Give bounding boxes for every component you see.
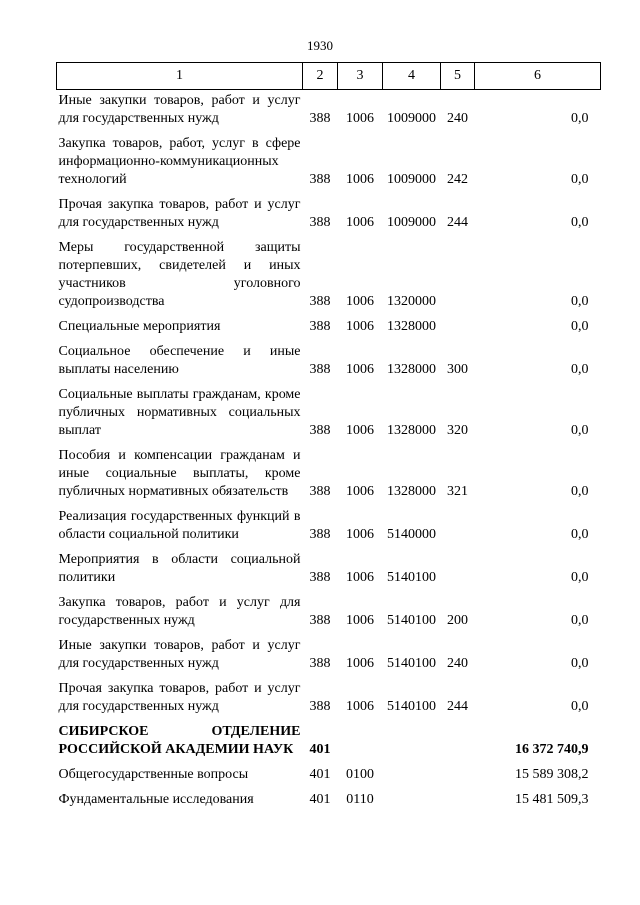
row-col-2: 388 bbox=[309, 570, 331, 585]
row-col-3: 1006 bbox=[346, 172, 374, 187]
table-row bbox=[57, 382, 601, 443]
row-col-3: 1006 bbox=[346, 570, 374, 585]
row-col-2: 388 bbox=[309, 172, 331, 187]
row-col-2: 401 bbox=[309, 767, 331, 782]
table-row bbox=[57, 339, 601, 382]
row-name: Закупка товаров, работ, услуг в сфере информационно-коммуникационных технологий bbox=[58, 136, 301, 187]
row-amount: 0,0 bbox=[571, 423, 589, 438]
row-name: Пособия и компенсации гражданам и иные социальные выплаты, кроме публичных нормативных обязательств bbox=[58, 448, 301, 499]
table-row bbox=[57, 235, 601, 314]
table-row bbox=[57, 676, 601, 719]
row-name: СИБИРСКОЕ ОТДЕЛЕНИЕ РОССИЙСКОЙ АКАДЕМИИ НАУК bbox=[58, 724, 301, 757]
row-col-2: 388 bbox=[309, 423, 331, 438]
row-name: Мероприятия в области социальной политики bbox=[58, 552, 301, 585]
table-row bbox=[57, 633, 601, 676]
row-amount: 0,0 bbox=[571, 656, 589, 671]
header-col-2: 2 bbox=[303, 63, 338, 90]
header-col-1: 1 bbox=[57, 63, 303, 90]
row-col-4: 5140100 bbox=[387, 570, 436, 585]
table-body bbox=[57, 90, 601, 813]
row-name: Реализация государственных функций в области социальной политики bbox=[58, 509, 301, 542]
row-col-2: 388 bbox=[309, 319, 331, 334]
row-name: Меры государственной защиты потерпевших, свидетелей и иных участников уголовного судопроизводства bbox=[58, 240, 301, 309]
row-amount: 15 589 308,2 bbox=[515, 767, 589, 782]
row-col-3: 1006 bbox=[346, 111, 374, 126]
row-name: Иные закупки товаров, работ и услуг для государственных нужд bbox=[58, 93, 301, 126]
row-col-3: 1006 bbox=[346, 215, 374, 230]
row-amount: 15 481 509,3 bbox=[515, 792, 589, 807]
budget-table bbox=[56, 62, 601, 812]
row-col-4 bbox=[383, 762, 441, 787]
row-col-5 bbox=[441, 787, 475, 812]
row-col-5 bbox=[441, 235, 475, 314]
row-col-3: 1006 bbox=[346, 362, 374, 377]
row-col-4: 1328000 bbox=[387, 423, 436, 438]
row-amount: 0,0 bbox=[571, 362, 589, 377]
row-col-5: 244 bbox=[447, 699, 468, 714]
row-col-2: 401 bbox=[309, 792, 331, 807]
table-row bbox=[57, 90, 601, 132]
row-col-3: 1006 bbox=[346, 423, 374, 438]
table-row bbox=[57, 762, 601, 787]
row-col-4 bbox=[383, 719, 441, 762]
row-col-3 bbox=[338, 719, 383, 762]
row-amount: 0,0 bbox=[571, 527, 589, 542]
row-name: Иные закупки товаров, работ и услуг для государственных нужд bbox=[58, 638, 301, 671]
row-col-5: 240 bbox=[447, 111, 468, 126]
row-col-4: 1009000 bbox=[387, 111, 436, 126]
row-col-3: 1006 bbox=[346, 294, 374, 309]
row-col-3: 1006 bbox=[346, 484, 374, 499]
row-col-3: 1006 bbox=[346, 699, 374, 714]
row-amount: 0,0 bbox=[571, 484, 589, 499]
row-col-5 bbox=[441, 547, 475, 590]
row-col-5 bbox=[441, 719, 475, 762]
table-row bbox=[57, 787, 601, 812]
table-row bbox=[57, 590, 601, 633]
table-row bbox=[57, 314, 601, 339]
row-col-2: 388 bbox=[309, 362, 331, 377]
row-amount: 0,0 bbox=[571, 215, 589, 230]
row-col-5 bbox=[441, 762, 475, 787]
row-name: Социальное обеспечение и иные выплаты населению bbox=[58, 344, 301, 377]
row-name: Фундаментальные исследования bbox=[58, 792, 254, 807]
row-col-2: 401 bbox=[309, 742, 331, 757]
row-col-3: 0110 bbox=[346, 792, 374, 807]
row-col-4: 1328000 bbox=[387, 319, 436, 334]
row-col-5: 242 bbox=[447, 172, 468, 187]
row-col-2: 388 bbox=[309, 294, 331, 309]
row-col-3: 1006 bbox=[346, 527, 374, 542]
row-col-4: 1328000 bbox=[387, 362, 436, 377]
row-col-5: 321 bbox=[447, 484, 468, 499]
row-amount: 0,0 bbox=[571, 294, 589, 309]
row-col-5 bbox=[441, 504, 475, 547]
header-col-4: 4 bbox=[383, 63, 441, 90]
row-col-2: 388 bbox=[309, 215, 331, 230]
page-number: 1930 bbox=[307, 38, 333, 53]
row-name: Специальные мероприятия bbox=[58, 319, 221, 334]
row-name: Закупка товаров, работ и услуг для государственных нужд bbox=[58, 595, 301, 628]
row-amount: 0,0 bbox=[571, 172, 589, 187]
table-row bbox=[57, 547, 601, 590]
table-row bbox=[57, 192, 601, 235]
row-col-3: 1006 bbox=[346, 613, 374, 628]
row-col-4: 1009000 bbox=[387, 172, 436, 187]
row-col-5: 200 bbox=[447, 613, 468, 628]
table-row bbox=[57, 719, 601, 762]
header-row bbox=[57, 63, 601, 90]
table-header bbox=[57, 63, 601, 90]
row-col-4: 1328000 bbox=[387, 484, 436, 499]
row-col-5 bbox=[441, 314, 475, 339]
row-col-4 bbox=[383, 787, 441, 812]
row-col-5: 300 bbox=[447, 362, 468, 377]
table-row bbox=[57, 443, 601, 504]
row-col-4: 5140100 bbox=[387, 613, 436, 628]
row-col-4: 5140100 bbox=[387, 656, 436, 671]
row-amount: 0,0 bbox=[571, 570, 589, 585]
row-amount: 0,0 bbox=[571, 699, 589, 714]
row-name: Общегосударственные вопросы bbox=[58, 767, 249, 782]
row-col-4: 5140000 bbox=[387, 527, 436, 542]
row-name: Прочая закупка товаров, работ и услуг для государственных нужд bbox=[58, 197, 301, 230]
row-col-2: 388 bbox=[309, 111, 331, 126]
row-col-2: 388 bbox=[309, 699, 331, 714]
row-col-5: 320 bbox=[447, 423, 468, 438]
row-amount: 0,0 bbox=[571, 111, 589, 126]
table-row bbox=[57, 131, 601, 192]
row-col-4: 5140100 bbox=[387, 699, 436, 714]
header-col-6: 6 bbox=[475, 63, 601, 90]
row-col-5: 240 bbox=[447, 656, 468, 671]
row-amount: 0,0 bbox=[571, 613, 589, 628]
row-col-3: 0100 bbox=[346, 767, 374, 782]
row-name: Прочая закупка товаров, работ и услуг для государственных нужд bbox=[58, 681, 301, 714]
row-col-3: 1006 bbox=[346, 656, 374, 671]
row-col-4: 1320000 bbox=[387, 294, 436, 309]
row-col-4: 1009000 bbox=[387, 215, 436, 230]
row-col-2: 388 bbox=[309, 613, 331, 628]
row-col-2: 388 bbox=[309, 484, 331, 499]
row-col-3: 1006 bbox=[346, 319, 374, 334]
row-amount: 0,0 bbox=[571, 319, 589, 334]
header-col-3: 3 bbox=[338, 63, 383, 90]
row-amount: 16 372 740,9 bbox=[515, 742, 589, 757]
row-col-5: 244 bbox=[447, 215, 468, 230]
row-col-2: 388 bbox=[309, 656, 331, 671]
row-col-2: 388 bbox=[309, 527, 331, 542]
row-name: Социальные выплаты гражданам, кроме публичных нормативных социальных выплат bbox=[58, 387, 301, 438]
header-col-5: 5 bbox=[441, 63, 475, 90]
table-row bbox=[57, 504, 601, 547]
